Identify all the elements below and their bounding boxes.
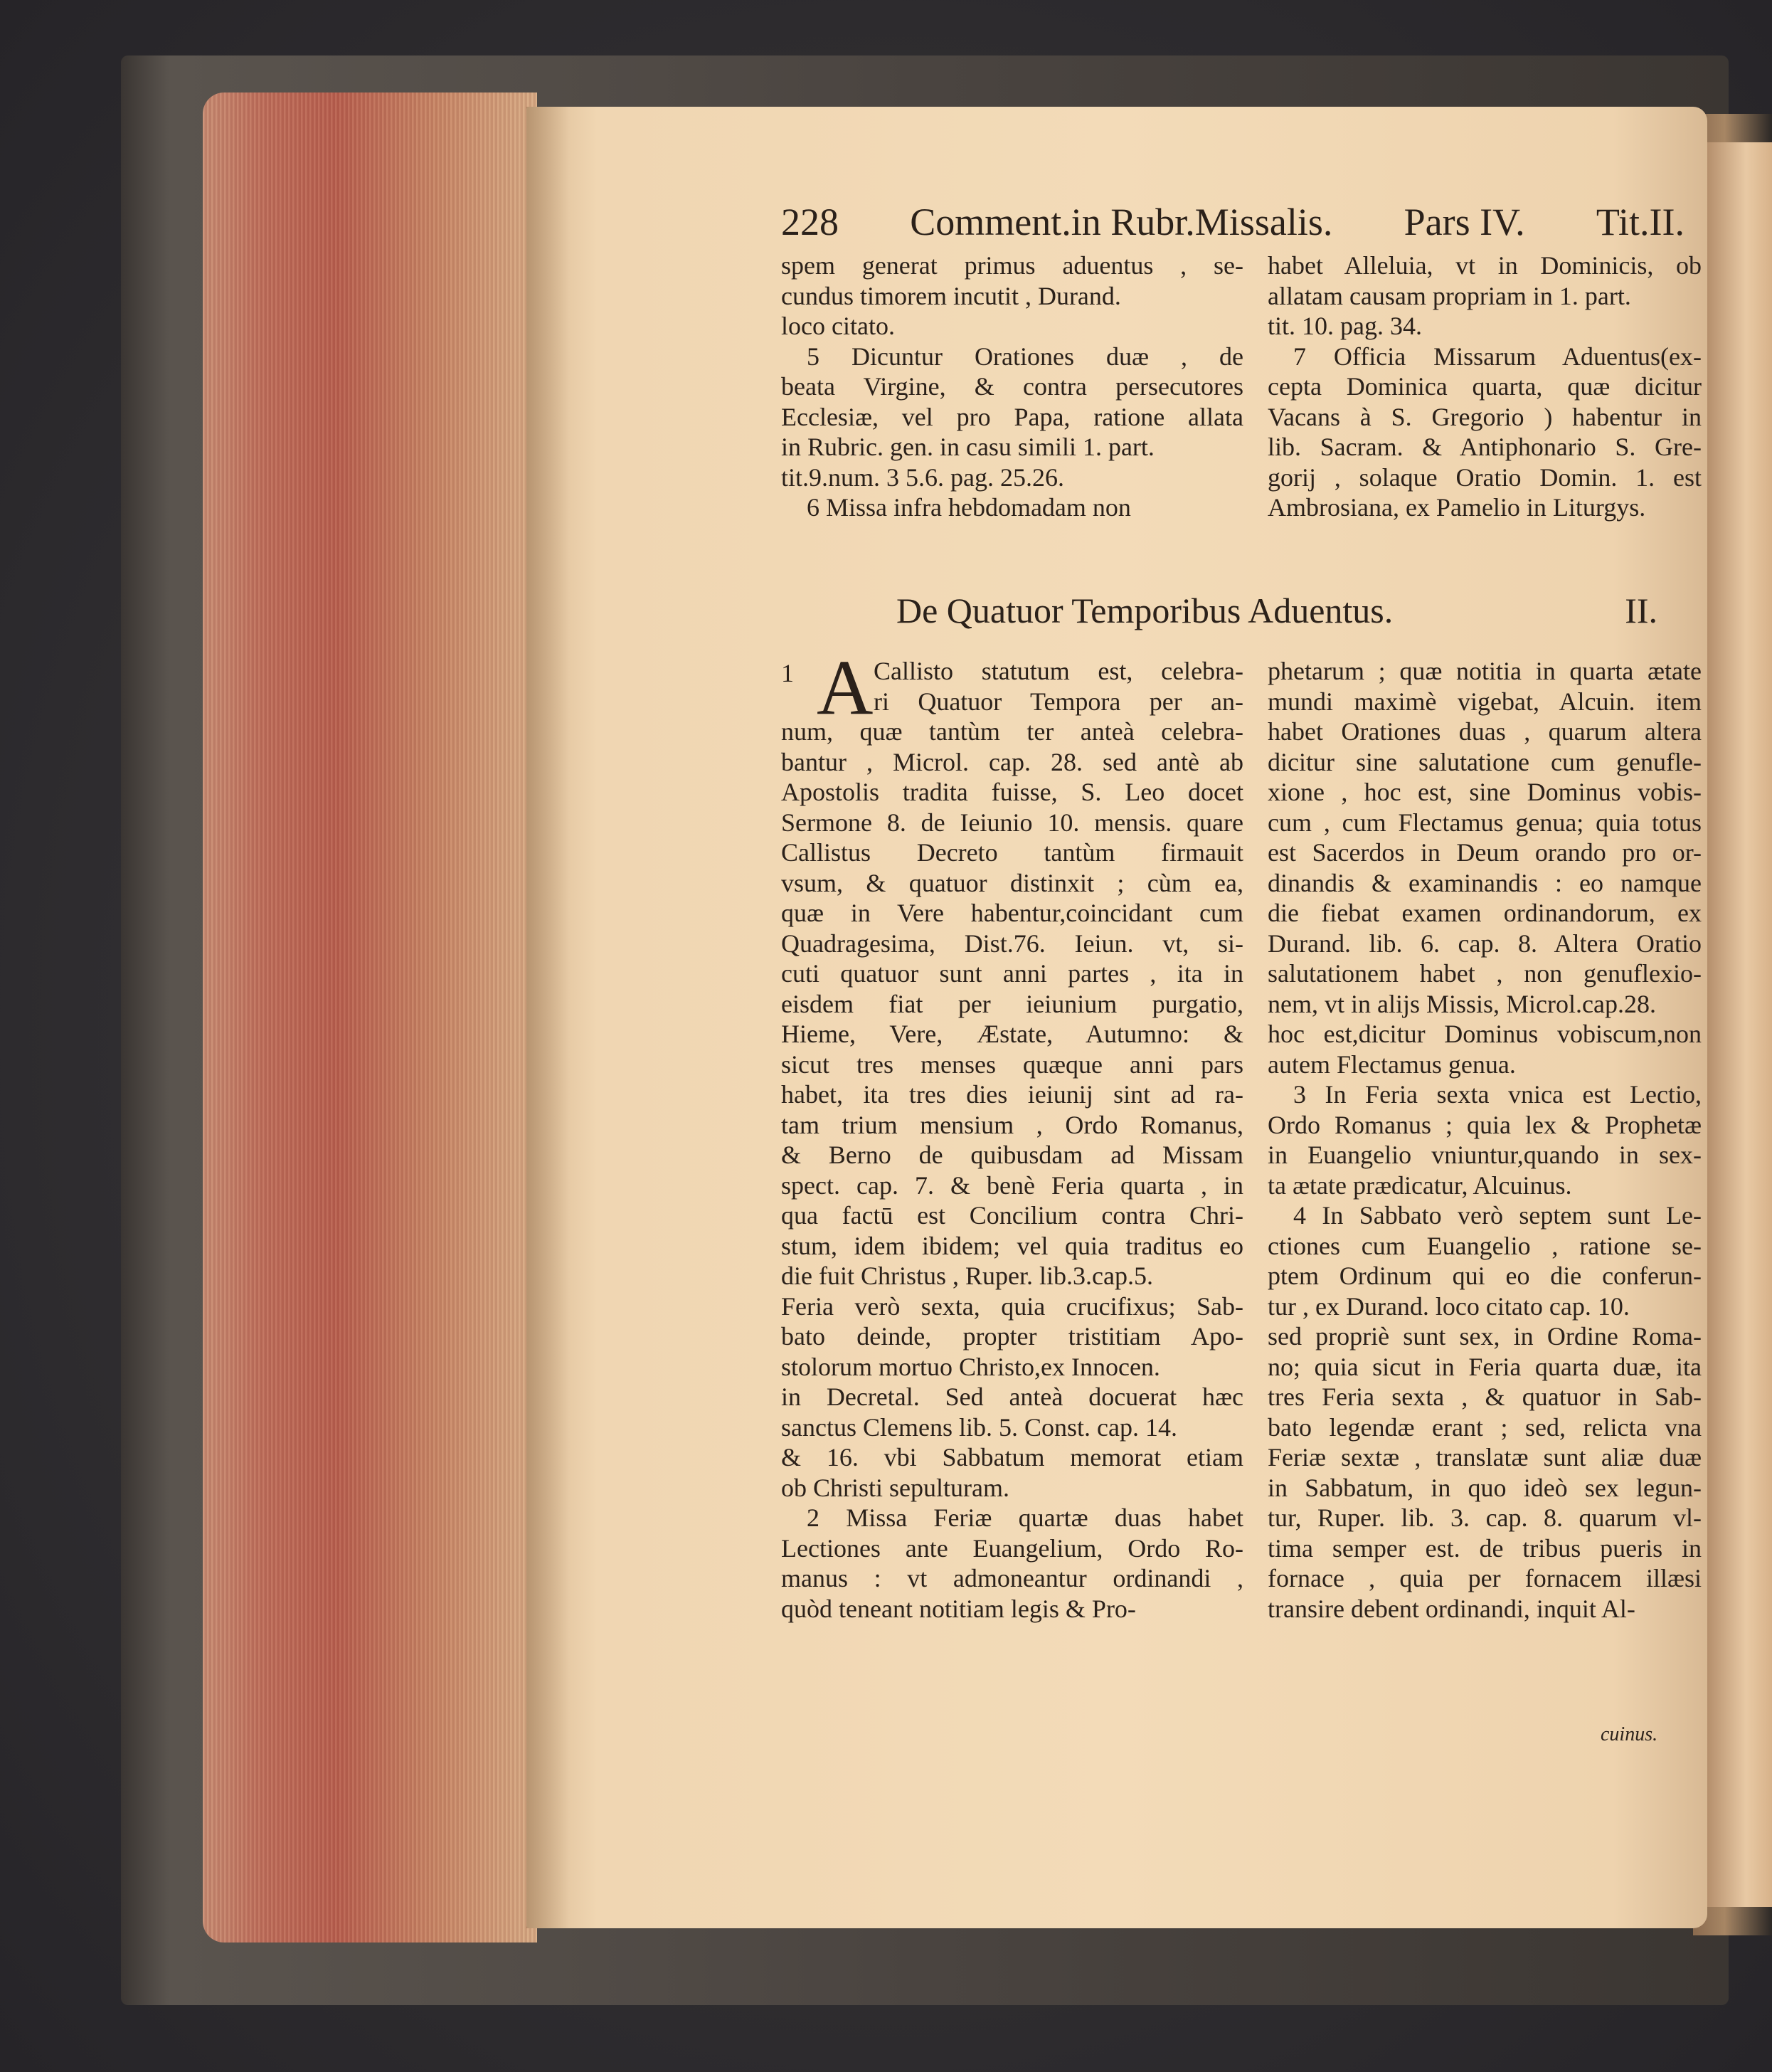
text-line: bantur , Microl. cap. 28. sed antè ab bbox=[781, 747, 1243, 776]
text-line: Ambrosiana, ex Pamelio in Liturgys. bbox=[1268, 493, 1646, 522]
page-edge-stack bbox=[203, 92, 537, 1942]
text-line: ptem Ordinum qui eo die conferun- bbox=[1268, 1262, 1702, 1290]
text-line: sanctus Clemens lib. 5. Const. cap. 14. bbox=[781, 1412, 1177, 1442]
text-line: dinandis & examinandis : eo namque bbox=[1268, 868, 1702, 897]
text-line: dicitur sine salutatione cum genufle- bbox=[1268, 747, 1702, 776]
text-line: num, quæ tantùm ter anteà celebra- bbox=[781, 717, 1243, 746]
text-line: Lectiones ante Euangelium, Ordo Ro- bbox=[781, 1533, 1243, 1563]
text-line: spect. cap. 7. & benè Feria quarta , in bbox=[781, 1170, 1243, 1200]
text-line: loco citato. bbox=[781, 312, 895, 340]
text-line: ctiones cum Euangelio , ratione se- bbox=[1268, 1231, 1702, 1260]
text-line: allatam causam propriam in 1. part. bbox=[1268, 281, 1631, 310]
text-line: 6 Missa infra hebdomadam non bbox=[807, 493, 1131, 522]
text-line: quòd teneant notitiam legis & Pro- bbox=[781, 1594, 1136, 1623]
text-line: eisdem fiat per ieiunium purgatio, bbox=[781, 989, 1243, 1018]
text-line: in Decretal. Sed anteà docuerat hæc bbox=[781, 1383, 1243, 1411]
text-line: cum , cum Flectamus genua; quia totus bbox=[1268, 808, 1702, 837]
text-line: Hieme, Vere, Æstate, Autumno: & bbox=[781, 1020, 1243, 1048]
section-number: II. bbox=[1625, 591, 1657, 630]
text-line: tit. 10. pag. 34. bbox=[1268, 312, 1422, 340]
text-line: phetarum ; quæ notitia in quarta ætate bbox=[1268, 657, 1702, 685]
text-line: sed propriè sunt sex, in Ordine Roma- bbox=[1268, 1322, 1702, 1350]
text-line: Vacans à S. Gregorio ) habentur in bbox=[1268, 402, 1702, 431]
text-line: in Euangelio vniuntur,quando in sex- bbox=[1268, 1141, 1702, 1169]
paragraph-number: 1 bbox=[781, 659, 794, 687]
running-header bbox=[781, 194, 1685, 250]
text-line: 3 In Feria sexta vnica est Lectio, bbox=[1293, 1080, 1702, 1109]
text-line: ri Quatuor Tempora per an- bbox=[874, 687, 1243, 716]
text-line: habet Orationes duas , quarum altera bbox=[1268, 717, 1702, 746]
facing-page-edge bbox=[1707, 142, 1772, 1907]
text-line: qua factū est Concilium contra Chri- bbox=[781, 1201, 1243, 1230]
text-line: cuti quatuor sunt anni partes , ita in bbox=[781, 959, 1243, 988]
text-line: ob Christi sepulturam. bbox=[781, 1473, 1009, 1502]
text-line: Feriæ sextæ , translatæ sunt aliæ duæ bbox=[1268, 1443, 1702, 1471]
text-line: die fiebat examen ordinandorum, ex bbox=[1268, 899, 1702, 927]
section-heading bbox=[896, 586, 1657, 635]
right-body-column bbox=[1268, 656, 1702, 1624]
text-line: transire debent ordinandi, inquit Al- bbox=[1268, 1594, 1635, 1623]
text-line: bato deinde, propter tristitiam Apo- bbox=[781, 1322, 1243, 1350]
text-line: spem generat primus aduentus , se- bbox=[781, 251, 1243, 280]
text-line: stum, idem ibidem; vel quia traditus eo bbox=[781, 1231, 1243, 1260]
text-line: habet Alleluia, vt in Dominicis, ob bbox=[1268, 251, 1702, 280]
text-line: & 16. vbi Sabbatum memorat etiam bbox=[781, 1443, 1243, 1471]
text-line: ta ætate prædicatur, Alcuinus. bbox=[1268, 1170, 1572, 1200]
text-line: nem, vt in alijs Missis, Microl.cap.28. bbox=[1268, 989, 1656, 1018]
text-line: Callistus Decreto tantùm firmauit bbox=[781, 838, 1243, 867]
gutter-shadow bbox=[526, 107, 569, 1928]
drop-cap: A bbox=[817, 644, 874, 731]
top-right-column bbox=[1268, 250, 1702, 523]
section-title: De Quatuor Temporibus Aduentus. bbox=[896, 591, 1394, 630]
running-title: Comment.in Rubr.Missalis. bbox=[910, 201, 1333, 243]
text-line: 7 Officia Missarum Aduentus(ex- bbox=[1293, 342, 1702, 371]
text-line: xione , hoc est, sine Dominus vobis- bbox=[1268, 778, 1702, 806]
text-line: salutationem habet , non genuflexio- bbox=[1268, 959, 1702, 988]
text-line: fornace , quia per fornacem illæsi bbox=[1268, 1564, 1702, 1592]
page-number: 228 bbox=[781, 201, 839, 243]
text-line: no; quia sicut in Feria quarta duæ, ita bbox=[1268, 1352, 1702, 1381]
text-line: Quadragesima, Dist.76. Ieiun. vt, si- bbox=[781, 929, 1243, 958]
text-line: tur, Ruper. lib. 3. cap. 8. quarum vl- bbox=[1268, 1503, 1702, 1532]
text-line: gorij , solaque Oratio Domin. 1. est bbox=[1268, 462, 1702, 492]
title-reference: Tit.II. bbox=[1596, 201, 1685, 243]
text-line: Durand. lib. 6. cap. 8. Altera Oratio bbox=[1268, 929, 1702, 958]
text-line: manus : vt admoneantur ordinandi , bbox=[781, 1564, 1243, 1592]
text-line: bato legendæ erant ; sed, relicta vna bbox=[1268, 1412, 1702, 1442]
text-line: sicut tres menses quæque anni pars bbox=[781, 1050, 1243, 1079]
catchword: cuinus. bbox=[1601, 1723, 1658, 1745]
left-body-column bbox=[781, 656, 1243, 1624]
text-line: autem Flectamus genua. bbox=[1268, 1050, 1516, 1079]
text-line: tima semper est. de tribus pueris in bbox=[1268, 1533, 1702, 1563]
text-line: 5 Dicuntur Orationes duæ , de bbox=[807, 342, 1243, 371]
text-line: tres Feria sexta , & quatuor in Sab- bbox=[1268, 1383, 1702, 1411]
top-left-column bbox=[781, 250, 1243, 523]
text-line: in Rubric. gen. in casu simili 1. part. bbox=[781, 433, 1155, 461]
text-line: cundus timorem incutit , Durand. bbox=[781, 281, 1121, 310]
part-label: Pars IV. bbox=[1404, 201, 1525, 243]
text-line: lib. Sacram. & Antiphonario S. Gre- bbox=[1268, 433, 1702, 461]
text-line: stolorum mortuo Christo,ex Innocen. bbox=[781, 1352, 1160, 1381]
text-line: Ordo Romanus ; quia lex & Prophetæ bbox=[1268, 1110, 1702, 1139]
text-line: mundi maximè vigebat, Alcuin. item bbox=[1268, 687, 1702, 716]
text-line: Ecclesiæ, vel pro Papa, ratione allata bbox=[781, 402, 1243, 431]
text-line: Apostolis tradita fuisse, S. Leo docet bbox=[781, 778, 1243, 806]
text-line: tit.9.num. 3 5.6. pag. 25.26. bbox=[781, 462, 1064, 492]
text-line: quæ in Vere habentur,coincidant cum bbox=[781, 899, 1243, 927]
text-line: habet, ita tres dies ieiunij sint ad ra- bbox=[781, 1080, 1243, 1109]
text-line: Callisto statutum est, celebra- bbox=[874, 657, 1243, 685]
text-line: cepta Dominica quarta, quæ dicitur bbox=[1268, 372, 1702, 401]
text-line: in Sabbatum, in quo ideò sex legun- bbox=[1268, 1473, 1702, 1502]
text-line: Feria verò sexta, quia crucifixus; Sab- bbox=[781, 1291, 1243, 1321]
text-line: est Sacerdos in Deum orando pro or- bbox=[1268, 838, 1702, 867]
text-line: tur , ex Durand. loco citato cap. 10. bbox=[1268, 1291, 1630, 1321]
text-line: vsum, & quatuor distinxit ; cùm ea, bbox=[781, 868, 1243, 897]
text-line: hoc est,dicitur Dominus vobiscum,non bbox=[1268, 1020, 1702, 1048]
text-line: tam trium mensium , Ordo Romanus, bbox=[781, 1110, 1243, 1139]
text-line: 4 In Sabbato verò septem sunt Le- bbox=[1293, 1201, 1702, 1230]
text-line: & Berno de quibusdam ad Missam bbox=[781, 1141, 1243, 1169]
text-line: 2 Missa Feriæ quartæ duas habet bbox=[807, 1503, 1243, 1532]
text-line: die fuit Christus , Ruper. lib.3.cap.5. bbox=[781, 1262, 1153, 1290]
text-line: Sermone 8. de Ieiunio 10. mensis. quare bbox=[781, 808, 1243, 837]
text-line: beata Virgine, & contra persecutores bbox=[781, 372, 1243, 401]
